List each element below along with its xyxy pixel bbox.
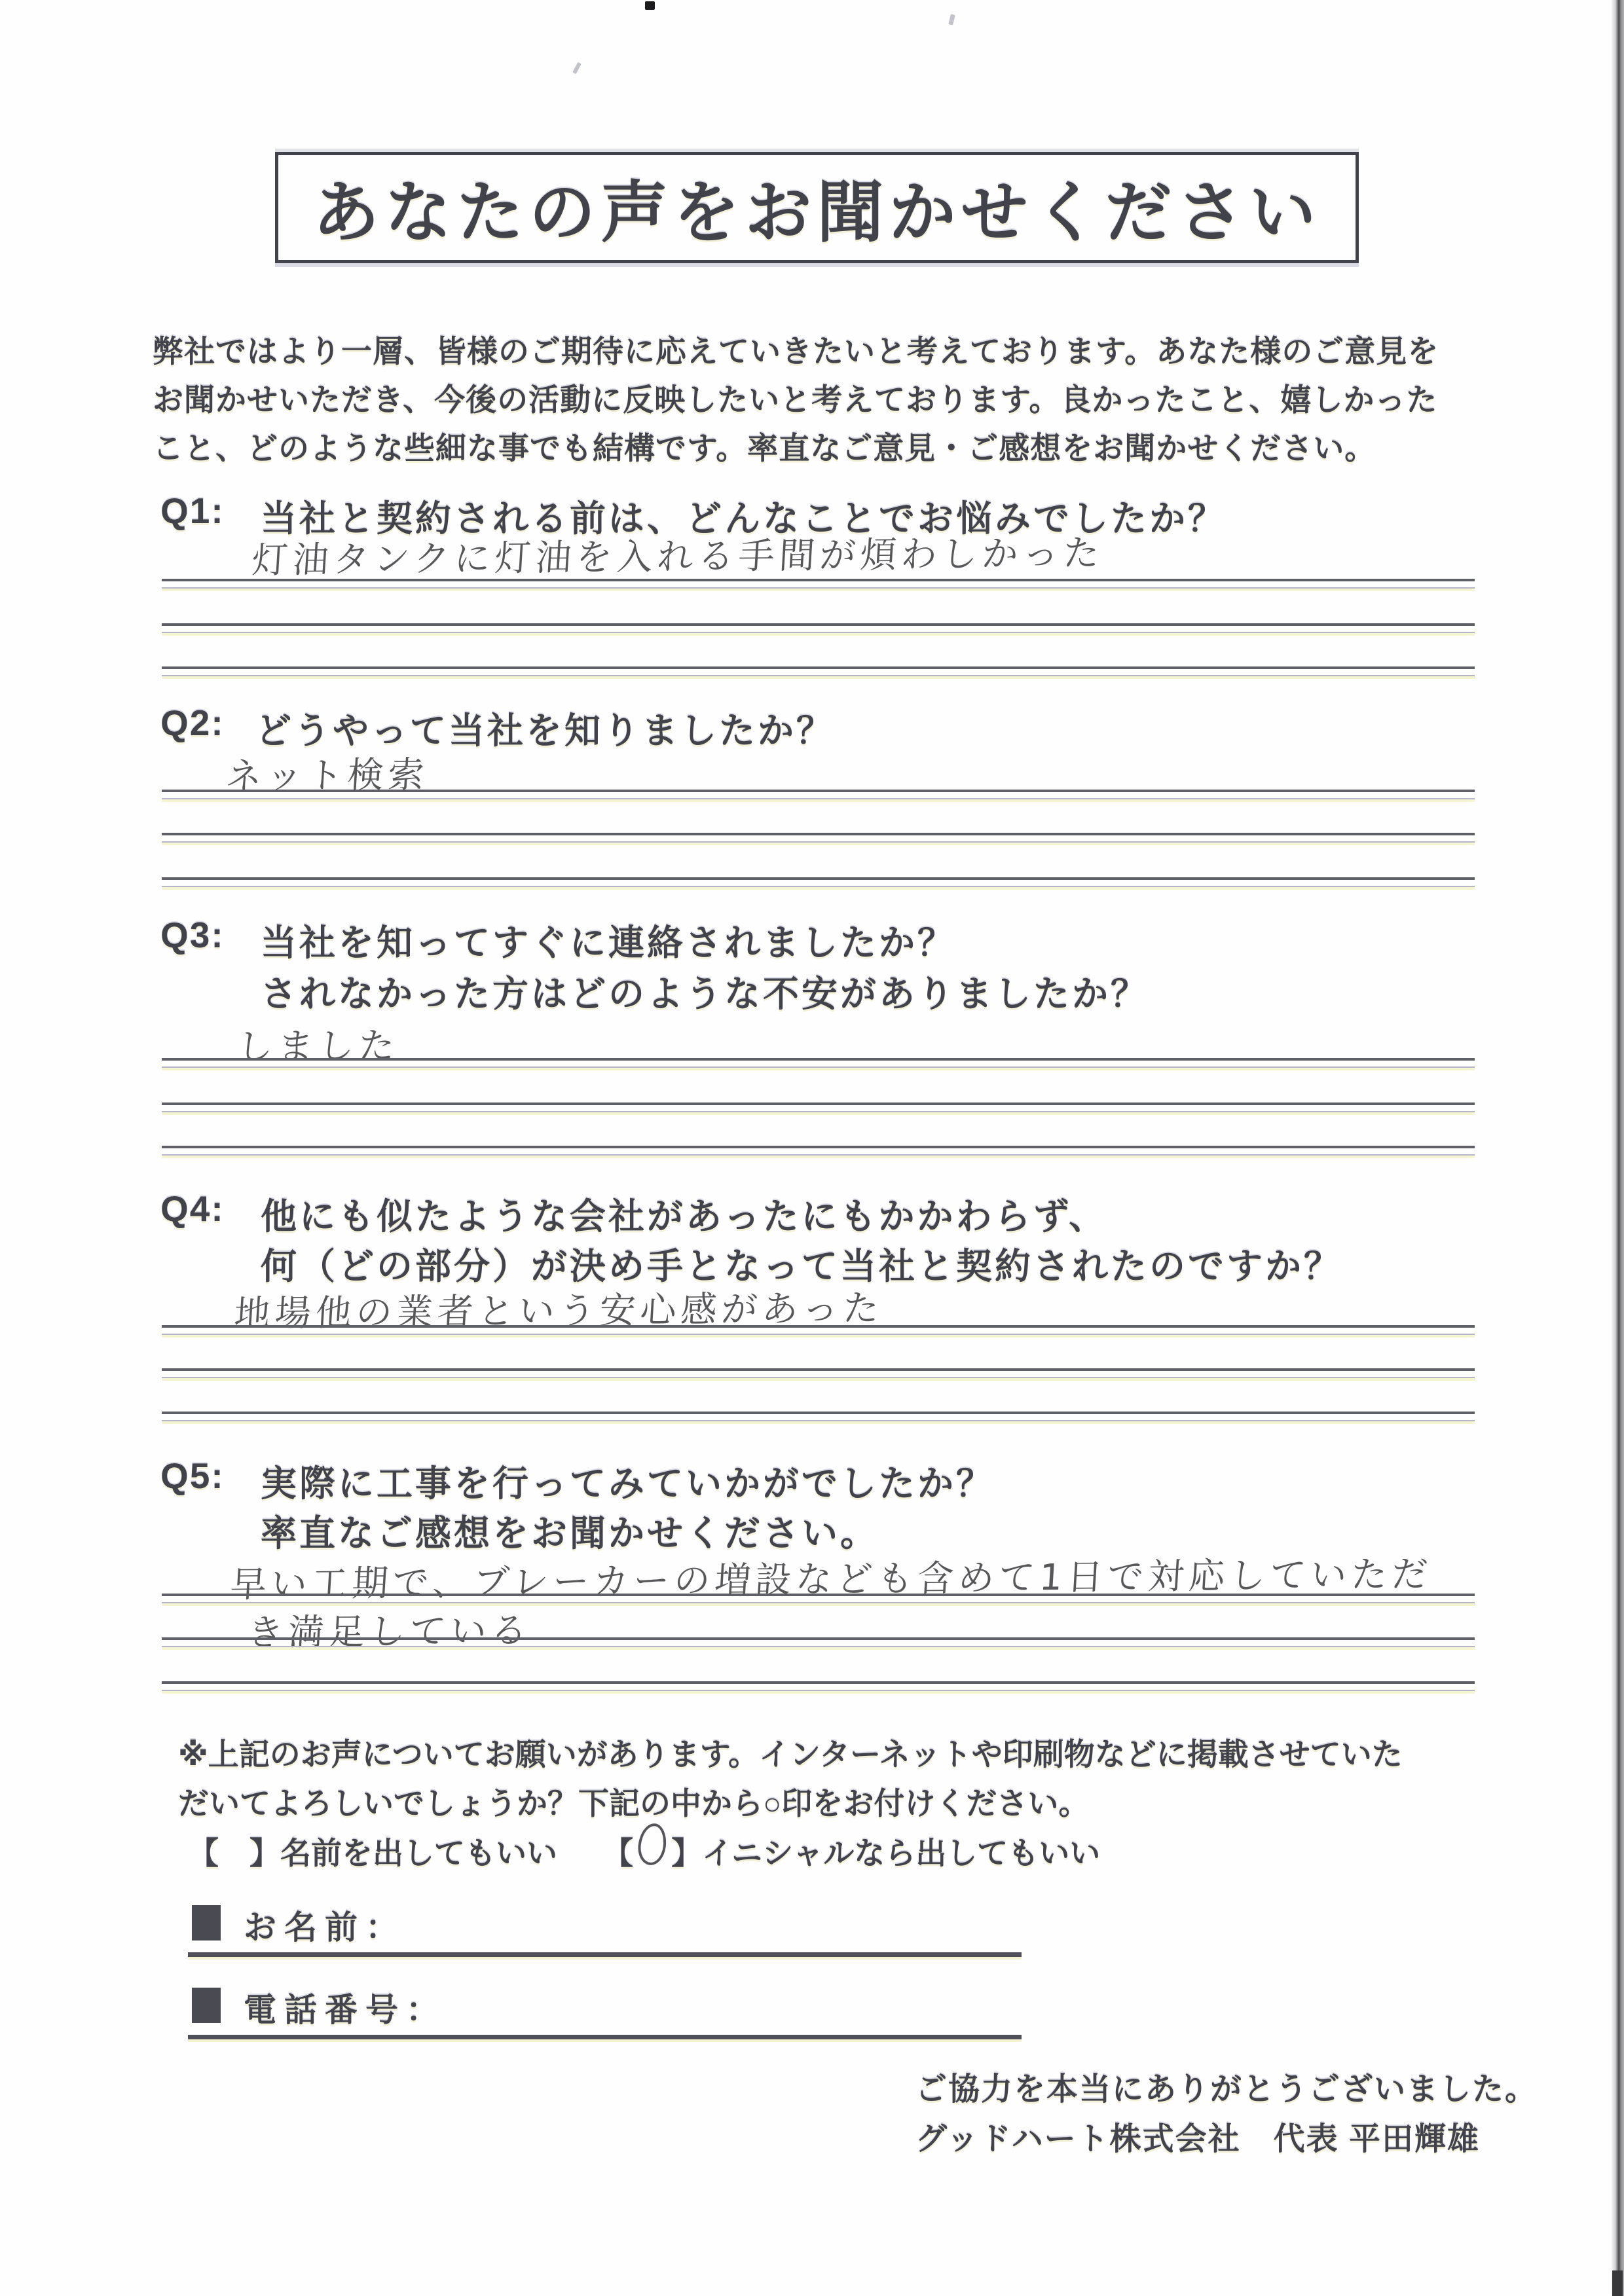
answer-rule bbox=[162, 790, 1475, 799]
question-text: 当社と契約される前は、どんなことでお悩みでしたか？ bbox=[261, 498, 1227, 539]
answer-rule bbox=[162, 623, 1475, 633]
answer-rule bbox=[162, 877, 1475, 887]
intro-line-1: 弊社ではより一層、皆様のご期待に応えていきたいと考えております。あなた様のご意見を bbox=[153, 334, 1439, 369]
consent-option-name: 【 】名前を出してもいい bbox=[188, 1836, 557, 1870]
answer-rule bbox=[162, 1637, 1475, 1647]
question-text: 当社を知ってすぐに連絡されましたか？ bbox=[261, 922, 957, 963]
question-label: Q1: bbox=[160, 490, 225, 531]
handwritten-answer: 地場他の業者という安心感があった bbox=[232, 1286, 885, 1335]
question-text: 他にも似たような会社があったにもかかわらず、 bbox=[261, 1196, 1108, 1237]
question-label: Q2: bbox=[160, 702, 225, 743]
answer-rule bbox=[162, 1146, 1475, 1156]
permission-line-1: ※上記のお声についてお願いがあります。インターネットや印刷物などに掲載させていた bbox=[178, 1737, 1403, 1772]
thanks-text: ご協力を本当にありがとうございました。 bbox=[915, 2072, 1538, 2107]
consent-options bbox=[188, 1829, 1100, 1873]
handwritten-answer: 灯油タンクに灯油を入れる手間が煩わしかった bbox=[250, 532, 1105, 581]
answer-rule bbox=[162, 1594, 1475, 1603]
scan-speck bbox=[572, 62, 581, 75]
answer-rule bbox=[162, 1058, 1475, 1068]
permission-note bbox=[178, 1730, 1491, 1828]
question-text: 実際に工事を行ってみていかがでしたか？ bbox=[261, 1463, 995, 1504]
phone-field-line bbox=[188, 2035, 1022, 2039]
intro-line-2: お聞かせいただき、今後の活動に反映したいと考えております。良かったこと、嬉しかった bbox=[153, 382, 1438, 417]
phone-field-label: 電話番号： bbox=[244, 1992, 447, 2028]
answer-rule bbox=[162, 1102, 1475, 1112]
intro-paragraph bbox=[153, 327, 1488, 473]
square-bullet-icon bbox=[192, 1905, 221, 1941]
question-label: Q5: bbox=[160, 1455, 225, 1496]
name-field-line bbox=[188, 1952, 1022, 1957]
handwritten-answer: 早い工期で、ブレーカーの増設なども含めて1日で対応していただ bbox=[229, 1552, 1434, 1606]
question-text: どうやって当社を知りましたか？ bbox=[255, 710, 836, 751]
permission-line-2: だいてよろしいでしょうか？下記の中から○印をお付けください。 bbox=[178, 1786, 1090, 1821]
handwritten-answer: き満足している bbox=[246, 1609, 533, 1654]
answer-rule bbox=[162, 833, 1475, 843]
answer-rule bbox=[162, 1412, 1475, 1421]
scan-speck bbox=[1612, 2270, 1623, 2296]
scan-speck bbox=[948, 14, 955, 25]
handwritten-circle-mark bbox=[636, 1822, 668, 1867]
question-text: されなかった方はどのような不安がありましたか？ bbox=[261, 974, 1150, 1014]
handwritten-answer: ネット検索 bbox=[224, 753, 430, 797]
consent-mark-slot bbox=[633, 1831, 671, 1864]
question-label: Q4: bbox=[160, 1188, 225, 1229]
question-text: 率直なご感想をお聞かせください。 bbox=[261, 1513, 879, 1554]
handwritten-answer: しました bbox=[235, 1024, 401, 1068]
answer-rule bbox=[162, 1368, 1475, 1378]
intro-line-3: こと、どのような些細な事でも結構です。率直なご意見・ご感想をお聞かせください。 bbox=[153, 431, 1376, 465]
answer-rule bbox=[162, 579, 1475, 589]
page-title: あなたの声をお聞かせください bbox=[312, 175, 1321, 250]
square-bullet-icon bbox=[192, 1988, 221, 2023]
bracket-open: 【 bbox=[602, 1836, 634, 1870]
question-label: Q3: bbox=[160, 915, 225, 955]
consent-option-initial bbox=[602, 1836, 1100, 1870]
answer-rule bbox=[162, 1681, 1475, 1691]
scan-edge-artifact bbox=[1611, 0, 1624, 2296]
name-field-label: お名前： bbox=[244, 1909, 406, 1946]
answer-rule bbox=[162, 1325, 1475, 1335]
bracket-close-and-label: 】イニシャルなら出してもいい bbox=[671, 1836, 1101, 1870]
answer-rule bbox=[162, 666, 1475, 676]
signature-text: グッドハート株式会社 代表 平田輝雄 bbox=[915, 2122, 1480, 2157]
scan-speck bbox=[645, 1, 655, 10]
title-box bbox=[275, 152, 1359, 263]
question-text: 何（どの部分）が決め手となって当社と契約されたのですか？ bbox=[261, 1246, 1343, 1286]
